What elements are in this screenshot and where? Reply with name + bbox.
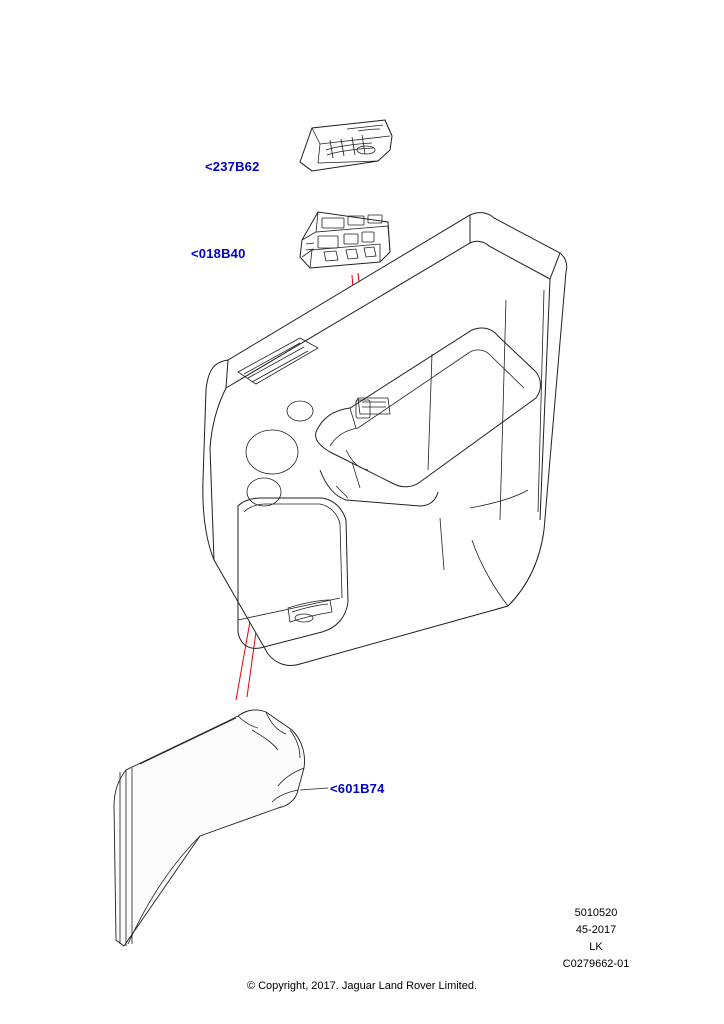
callout-018B40[interactable]: <018B40 xyxy=(191,246,246,261)
drawing-number: 5010520 xyxy=(574,907,618,919)
figure-id: C0279662-01 xyxy=(562,958,630,970)
date-code: 45-2017 xyxy=(575,924,617,936)
leader-601B74 xyxy=(300,788,328,790)
door-water-shield xyxy=(114,710,305,946)
model-code: LK xyxy=(589,941,603,953)
switch-bezel-trim xyxy=(300,120,392,171)
door-trim-panel xyxy=(203,213,567,666)
callout-601B74[interactable]: <601B74 xyxy=(330,781,385,796)
callout-237B62[interactable]: <237B62 xyxy=(205,159,260,174)
drawing-metadata xyxy=(536,905,656,973)
window-switch-assembly xyxy=(300,212,390,268)
copyright-notice: © Copyright, 2017. Jaguar Land Rover Limited. xyxy=(246,980,478,992)
